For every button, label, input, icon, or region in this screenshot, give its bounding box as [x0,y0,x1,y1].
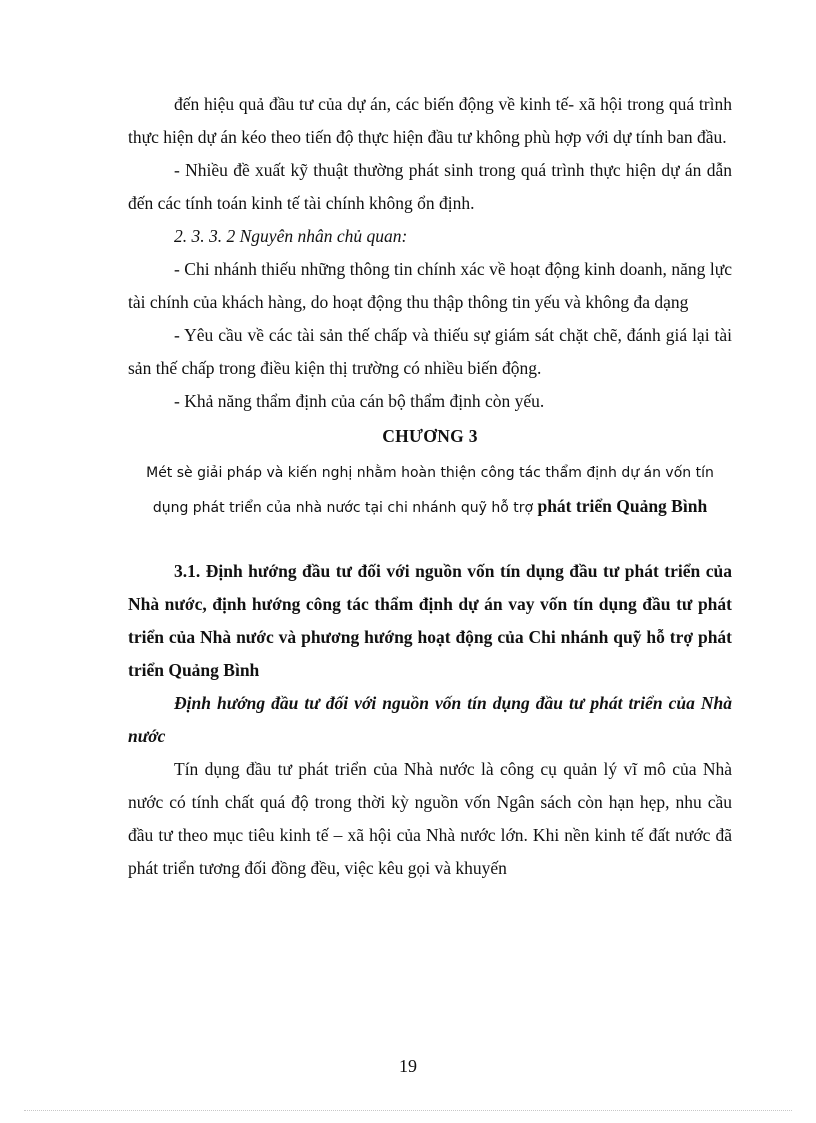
section-spacer [128,525,732,555]
paragraph-collateral: - Yêu cầu về các tài sản thế chấp và thiếu sự giám sát chặt chẽ, đánh giá lại tài sản thế chấp trong điều kiện thị trường có nhiều biến động. [128,325,732,378]
chapter-subtitle-bold: phát triển Quảng Bình [537,496,708,516]
page-content [128,88,732,885]
paragraph-continuation: đến hiệu quả đầu tư của dự án, các biến động về kinh tế- xã hội trong quá trình thực hiện dự án kéo theo tiến độ thực hiện đầu tư không phù hợp với dự tính ban đầu. [128,94,732,147]
subsection-heading-subjective-causes: 2. 3. 3. 2 Nguyên nhân chủ quan: [174,226,408,246]
paragraph-lack-of-information: - Chi nhánh thiếu những thông tin chính xác về hoạt động kinh doanh, năng lực tài chính của khách hàng, do hoạt động thu thập thông tin yếu và không đa dạng [128,259,732,312]
paragraph-appraisal-capacity: - Khả năng thẩm định của cán bộ thẩm định còn yếu. [174,391,545,411]
section-body-paragraph: Tín dụng đầu tư phát triển của Nhà nước là công cụ quản lý vĩ mô của Nhà nước có tính chất quá độ trong thời kỳ nguồn vốn Ngân sách còn hạn hẹp, nhu cầu đầu tư theo mục tiêu kinh tế – xã hội của Nhà nước lớn. Khi nền kinh tế đất nước đã phát triển tương đối đồng đều, việc kêu gọi và khuyến [128,759,732,878]
page-bottom-divider [24,1110,792,1111]
chapter-subtitle-plain: Mét sè giải pháp và kiến nghị nhằm hoàn thiện công tác thẩm định dự án vốn tín dụng phát triển của nhà nước tại chi nhánh quỹ hỗ trợ [146,465,714,516]
section-heading: 3.1. Định hướng đầu tư đối với nguồn vốn tín dụng đầu tư phát triển của Nhà nước, định hướng công tác thẩm định dự án vay vốn tín dụng đầu tư phát triển của Nhà nước và phương hướng hoạt động của Chi nhánh quỹ hỗ trợ phát triển Quảng Bình [128,561,732,680]
paragraph-technical-proposals: - Nhiều đề xuất kỹ thuật thường phát sinh trong quá trình thực hiện dự án dẫn đến các tính toán kinh tế tài chính không ổn định. [128,160,732,213]
chapter-heading: CHƯƠNG 3 [382,426,478,446]
page-number: 19 [399,1056,417,1076]
section-subheading: Định hướng đầu tư đối với nguồn vốn tín dụng đầu tư phát triển của Nhà nước [128,693,732,746]
chapter-subtitle [128,457,732,525]
